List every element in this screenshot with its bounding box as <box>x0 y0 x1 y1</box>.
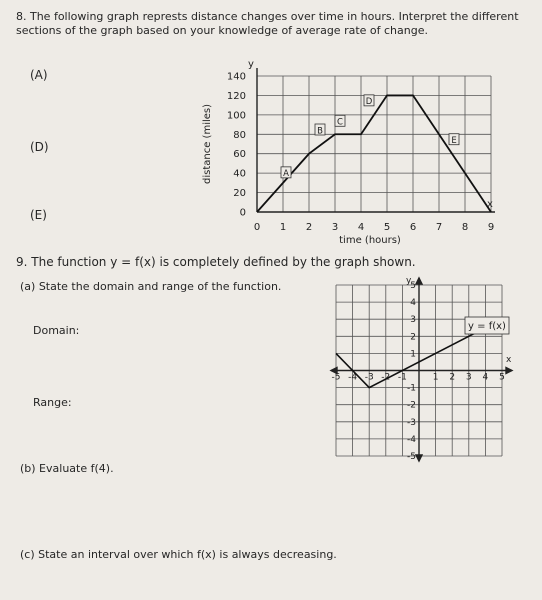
graph1-x-tick: 2 <box>305 222 313 233</box>
graph1-segment-labels <box>281 95 459 179</box>
part-d-label: (D) <box>30 140 49 154</box>
graph2-y-tick: 5 <box>410 281 416 291</box>
graph1-x-tick: 4 <box>357 222 365 233</box>
graph2-y-tick: -4 <box>407 434 416 445</box>
question-8-line-1: 8. The following graph represts distance changes over time in hours. Interpret the different <box>16 10 519 23</box>
graph2-x-tick: -2 <box>381 372 391 383</box>
graph1-x-tick: 0 <box>253 222 261 233</box>
graph2-x-tick: 2 <box>449 372 456 383</box>
graph1-y-tick: 60 <box>233 149 246 161</box>
graph1-x-tick-labels <box>254 222 494 233</box>
graph2-x-tick: 3 <box>465 372 472 383</box>
segment-label-c: C <box>337 117 343 128</box>
graph1-x-axis-label: time (hours) <box>339 235 401 246</box>
graph2-y-tick: -1 <box>407 383 416 394</box>
graph2-y-tick: 3 <box>410 315 416 326</box>
graph2-x-tick: -3 <box>364 372 374 383</box>
graph2-x-tick: 4 <box>482 372 489 383</box>
question-9-part-a: (a) State the domain and range of the function. <box>20 280 282 293</box>
graph2-y-tick: 2 <box>410 332 416 343</box>
graph1-x-axis-letter: x <box>487 199 493 210</box>
graph2-x-tick: -4 <box>348 372 358 383</box>
graph1-x-tick: 9 <box>487 222 495 233</box>
graph2-y-tick: -5 <box>407 452 416 462</box>
graph2-y-axis-letter: y <box>406 276 412 286</box>
graph1-y-tick: 120 <box>226 90 246 102</box>
segment-label-a: A <box>283 169 289 180</box>
graph2-y-tick: 4 <box>410 298 416 309</box>
question-9-part-b: (b) Evaluate f(4). <box>20 462 114 475</box>
graph1-x-tick: 5 <box>383 222 391 233</box>
graph1-y-axis-label: distance (miles) <box>202 103 213 185</box>
part-e-label: (E) <box>30 208 47 222</box>
graph2-x-tick-labels <box>332 373 505 383</box>
graph2-y-tick: -3 <box>407 417 416 428</box>
graph1-x-tick: 7 <box>435 222 443 233</box>
segment-label-b: B <box>317 126 323 137</box>
graph2-x-tick: -5 <box>331 372 341 383</box>
range-label: Range: <box>33 396 72 409</box>
segment-label-e: E <box>451 136 457 147</box>
graph2-y-tick-labels <box>407 281 416 462</box>
graph1-x-tick: 1 <box>279 222 287 233</box>
graph2-x-tick: 5 <box>499 372 505 383</box>
domain-label: Domain: <box>33 324 80 337</box>
graph2-x-tick: 1 <box>432 372 439 383</box>
question-9-part-c: (c) State an interval over which f(x) is always decreasing. <box>20 548 337 561</box>
function-label: y = f(x) <box>468 321 506 332</box>
graph2-axes <box>331 278 512 461</box>
graph1-x-tick: 3 <box>331 222 339 233</box>
question-9-intro: 9. The function y = f(x) is completely defined by the graph shown. <box>16 255 416 269</box>
graph1-y-axis-letter: y <box>248 59 254 70</box>
graph2-y-tick: -2 <box>407 400 416 411</box>
graph2-y-tick: 1 <box>410 349 416 360</box>
graph1-y-tick: 20 <box>233 188 246 200</box>
part-a-label: (A) <box>30 68 48 82</box>
graph1-y-tick-labels <box>227 72 246 219</box>
graph1-y-tick: 0 <box>239 207 246 219</box>
segment-label-d: D <box>365 97 373 108</box>
graph2-x-tick: -1 <box>397 372 407 383</box>
graph1-y-tick: 80 <box>233 129 246 141</box>
graph1-y-tick: 40 <box>233 168 246 180</box>
graph1-x-tick: 8 <box>461 222 469 233</box>
graph2-x-axis-letter: x <box>506 355 512 365</box>
graph1-x-tick: 6 <box>409 222 417 233</box>
graph1-y-tick: 140 <box>226 71 246 83</box>
graph1-y-tick: 100 <box>226 110 246 122</box>
question-8-line-2: sections of the graph based on your knowledge of average rate of change. <box>16 24 428 37</box>
